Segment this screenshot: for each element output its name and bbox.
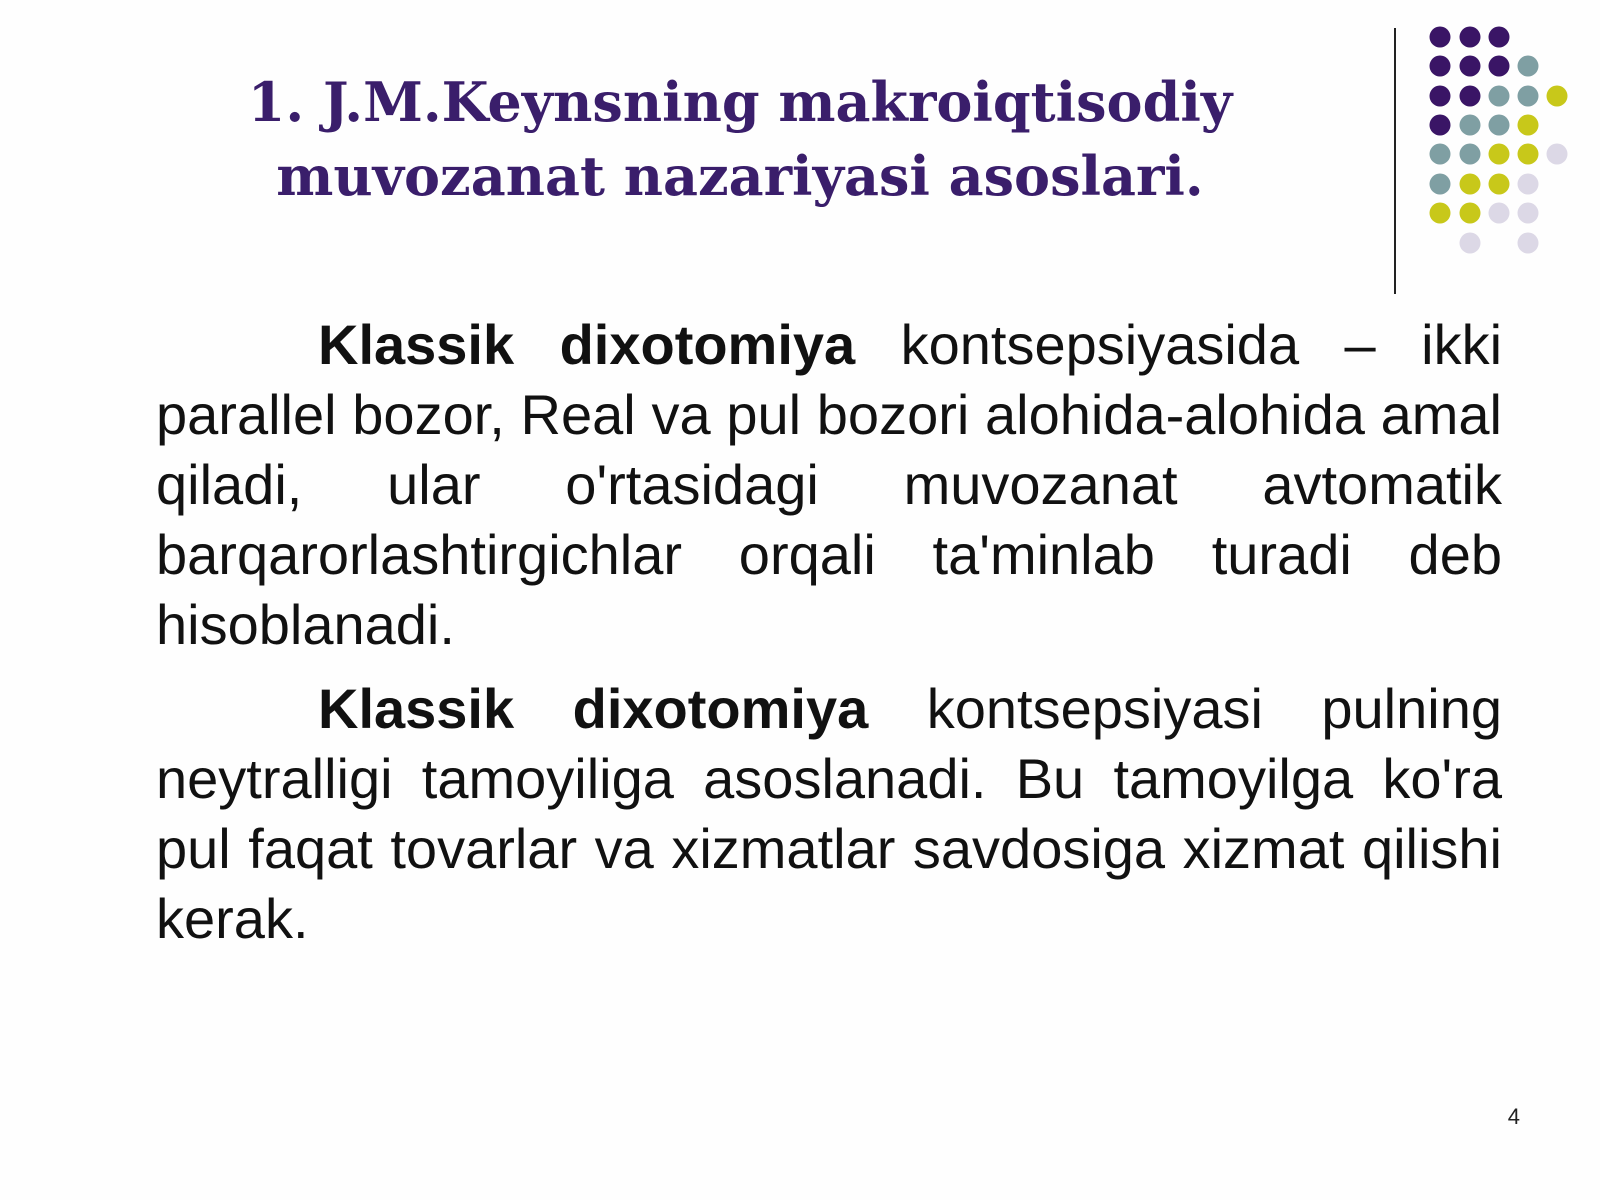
decoration-dot <box>1460 86 1481 107</box>
body-text <box>156 310 1502 968</box>
paragraph-2 <box>156 674 1502 954</box>
slide-title: 1. J.M.Keynsning makroiqtisodiy muvozanat nazariyasi asoslari. <box>247 70 1233 208</box>
decoration-dot <box>1518 174 1539 195</box>
decoration-dot <box>1489 115 1510 136</box>
decoration-dot <box>1460 27 1481 48</box>
decoration-dot <box>1430 27 1451 48</box>
decoration-dot <box>1518 115 1539 136</box>
decoration-dot <box>1430 203 1451 224</box>
decoration-dot <box>1547 86 1568 107</box>
decoration-dot <box>1518 233 1539 254</box>
decoration-dot <box>1460 203 1481 224</box>
decoration-dot <box>1430 174 1451 195</box>
decoration-dot <box>1489 27 1510 48</box>
decoration-dot <box>1460 115 1481 136</box>
decoration-dot <box>1518 86 1539 107</box>
decoration-dot <box>1518 144 1539 165</box>
decoration-dot <box>1518 203 1539 224</box>
paragraph-2-bold-lead: Klassik dixotomiya <box>318 677 869 740</box>
decoration-dot <box>1430 56 1451 77</box>
decoration-dot <box>1547 144 1568 165</box>
decoration-dot <box>1430 115 1451 136</box>
decoration-dot <box>1489 174 1510 195</box>
decoration-dot <box>1489 203 1510 224</box>
paragraph-1-bold-lead: Klassik dixotomiya <box>318 313 856 376</box>
paragraph-1-text: kontsepsiyasida – ikki parallel bozor, Real va pul bozori alohida-alohida amal qiladi, ular o'rtasidagi muvozanat avtomatik barqarorlashtirgichlar orqali ta'minlab turadi deb hisoblanadi. <box>156 313 1503 656</box>
decoration-dot <box>1430 86 1451 107</box>
decoration-dot <box>1489 56 1510 77</box>
page-number: 4 <box>1507 1104 1520 1129</box>
decoration-dot <box>1460 56 1481 77</box>
paragraph-2-text: kontsepsiyasi pulning neytralligi tamoyiliga asoslanadi. Bu tamoyilga ko'ra pul faqat tovarlar va xizmatlar savdosiga xizmat qilishi kerak. <box>156 677 1503 950</box>
decoration-dot <box>1460 174 1481 195</box>
decoration-dot <box>1518 56 1539 77</box>
decoration-dot <box>1460 233 1481 254</box>
decoration-dot <box>1489 144 1510 165</box>
paragraph-1 <box>156 310 1502 660</box>
decoration-dot <box>1489 86 1510 107</box>
title-divider <box>1394 28 1396 294</box>
decoration-dot <box>1430 144 1451 165</box>
decoration-dot <box>1460 144 1481 165</box>
